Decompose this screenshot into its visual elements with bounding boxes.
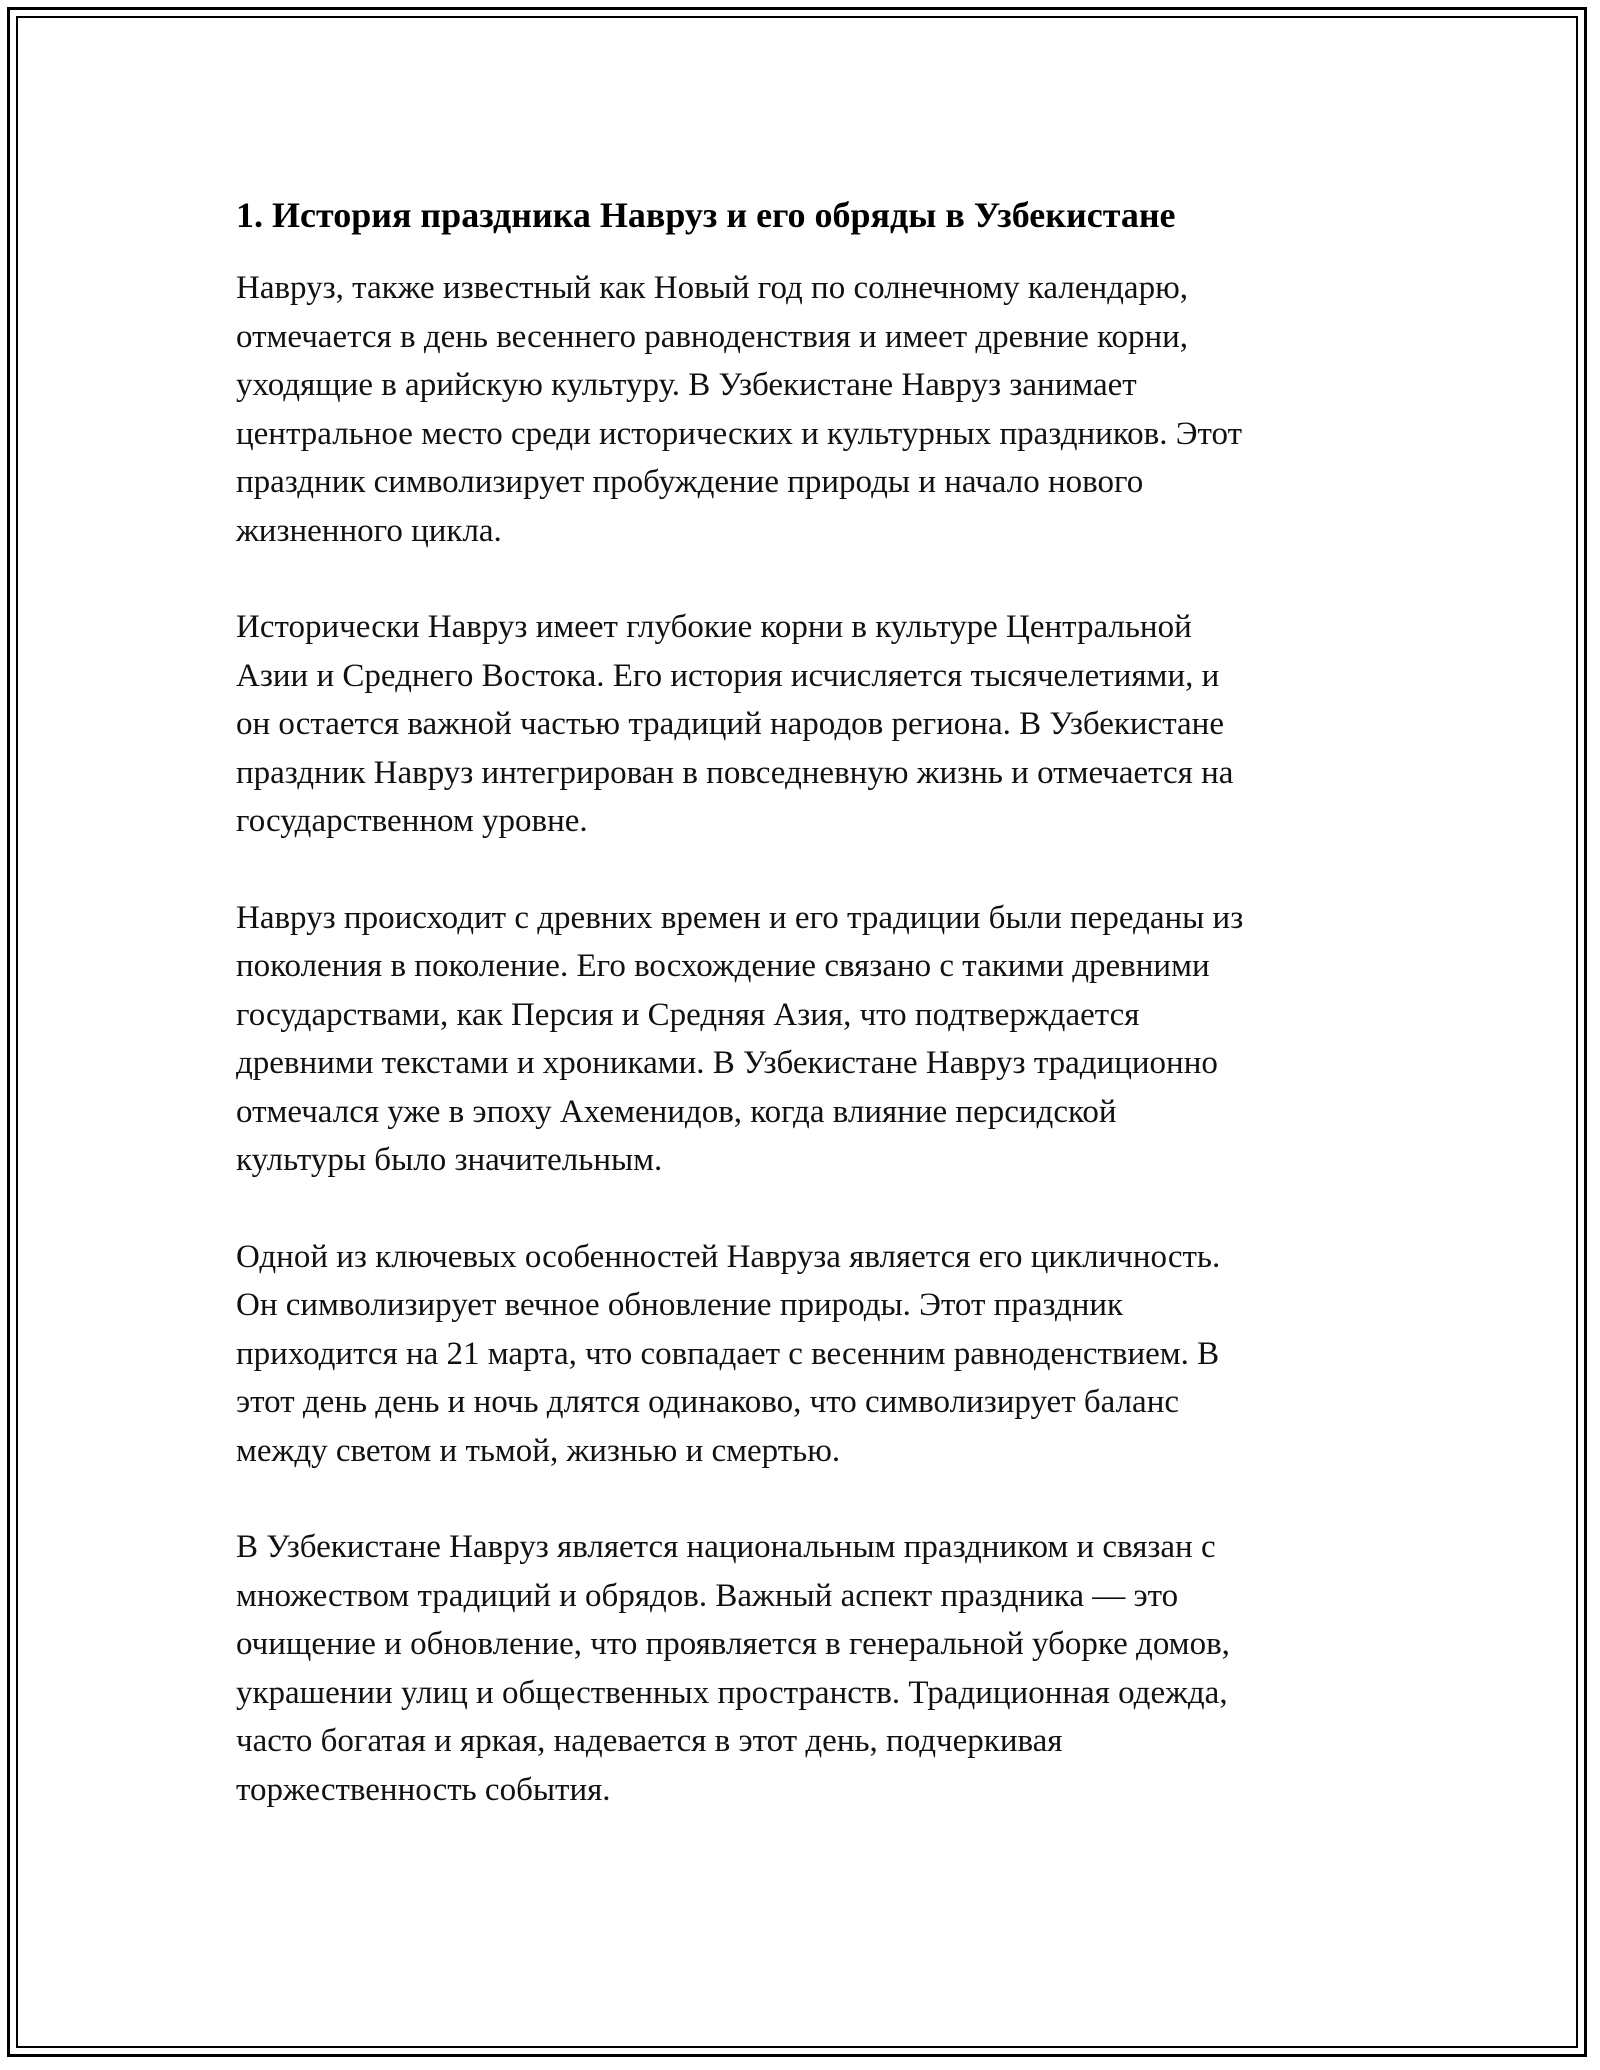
- paragraph-line: древними текстами и хрониками. В Узбекистане Навруз традиционно: [236, 1045, 1218, 1081]
- paragraph-line: между светом и тьмой, жизнью и смертью.: [236, 1432, 841, 1469]
- paragraph: [236, 264, 1376, 555]
- paragraph-line: украшении улиц и общественных пространств. Традиционная одежда,: [236, 1674, 1228, 1711]
- paragraph-line: Исторически Навруз имеет глубокие корни в культуре Центральной: [236, 609, 1192, 645]
- paragraph-line: В Узбекистане Навруз является национальным праздником и связан с: [236, 1529, 1216, 1565]
- paragraph-line: уходящие в арийскую культуру. В Узбекистане Навруз занимает: [236, 367, 1137, 403]
- paragraph-line: государствами, как Персия и Средняя Азия, что подтверждается: [236, 996, 1140, 1033]
- paragraph-line: очищение и обновление, что проявляется в генеральной уборке домов,: [236, 1626, 1230, 1662]
- paragraph-line: отмечается в день весеннего равноденствия и имеет древние корни,: [236, 318, 1189, 355]
- paragraph-line: этот день день и ночь длятся одинаково, что символизирует баланс: [236, 1384, 1180, 1420]
- paragraph-line: Навруз происходит с древних времен и его традиции были переданы из: [236, 899, 1244, 936]
- paragraph-line: Азии и Среднего Востока. Его история исчисляется тысячелетиями, и: [236, 657, 1220, 694]
- paragraph-line: торжественность события.: [236, 1771, 611, 1808]
- paragraph-line: приходится на 21 марта, что совпадает с весенним равноденствием. В: [236, 1335, 1220, 1372]
- paragraph-line: он остается важной частью традиций народов региона. В Узбекистане: [236, 706, 1224, 742]
- document-body: [236, 184, 1376, 1862]
- paragraph-line: праздник символизирует пробуждение природы и начало нового: [236, 464, 1144, 500]
- paragraph-list: [236, 264, 1376, 1814]
- paragraph-line: жизненного цикла.: [236, 512, 502, 549]
- paragraph: [236, 894, 1376, 1185]
- paragraph: [236, 603, 1376, 846]
- paragraph-line: Одной из ключевых особенностей Навруза является его цикличность.: [236, 1238, 1221, 1275]
- paragraph-line: Навруз, также известный как Новый год по солнечному календарю,: [236, 270, 1188, 306]
- paragraph-line: культуры было значительным.: [236, 1142, 663, 1178]
- paragraph-line: центральное место среди исторических и культурных праздников. Этот: [236, 415, 1243, 452]
- paragraph-line: Он символизирует вечное обновление природы. Этот праздник: [236, 1287, 1124, 1323]
- paragraph-line: праздник Навруз интегрирован в повседневную жизнь и отмечается на: [236, 754, 1234, 791]
- paragraph-line: часто богатая и яркая, надевается в этот день, подчеркивая: [236, 1723, 1063, 1759]
- paragraph-line: поколения в поколение. Его восхождение связано с такими древними: [236, 948, 1210, 984]
- paragraph-line: множеством традиций и обрядов. Важный аспект праздника — это: [236, 1577, 1179, 1614]
- section-heading: 1. История праздника Навруз и его обряды в Узбекистане: [236, 195, 1176, 235]
- paragraph: [236, 1523, 1376, 1814]
- paragraph: [236, 1233, 1376, 1476]
- paragraph-line: государственном уровне.: [236, 803, 588, 839]
- paragraph-line: отмечался уже в эпоху Ахеменидов, когда влияние персидской: [236, 1093, 1117, 1130]
